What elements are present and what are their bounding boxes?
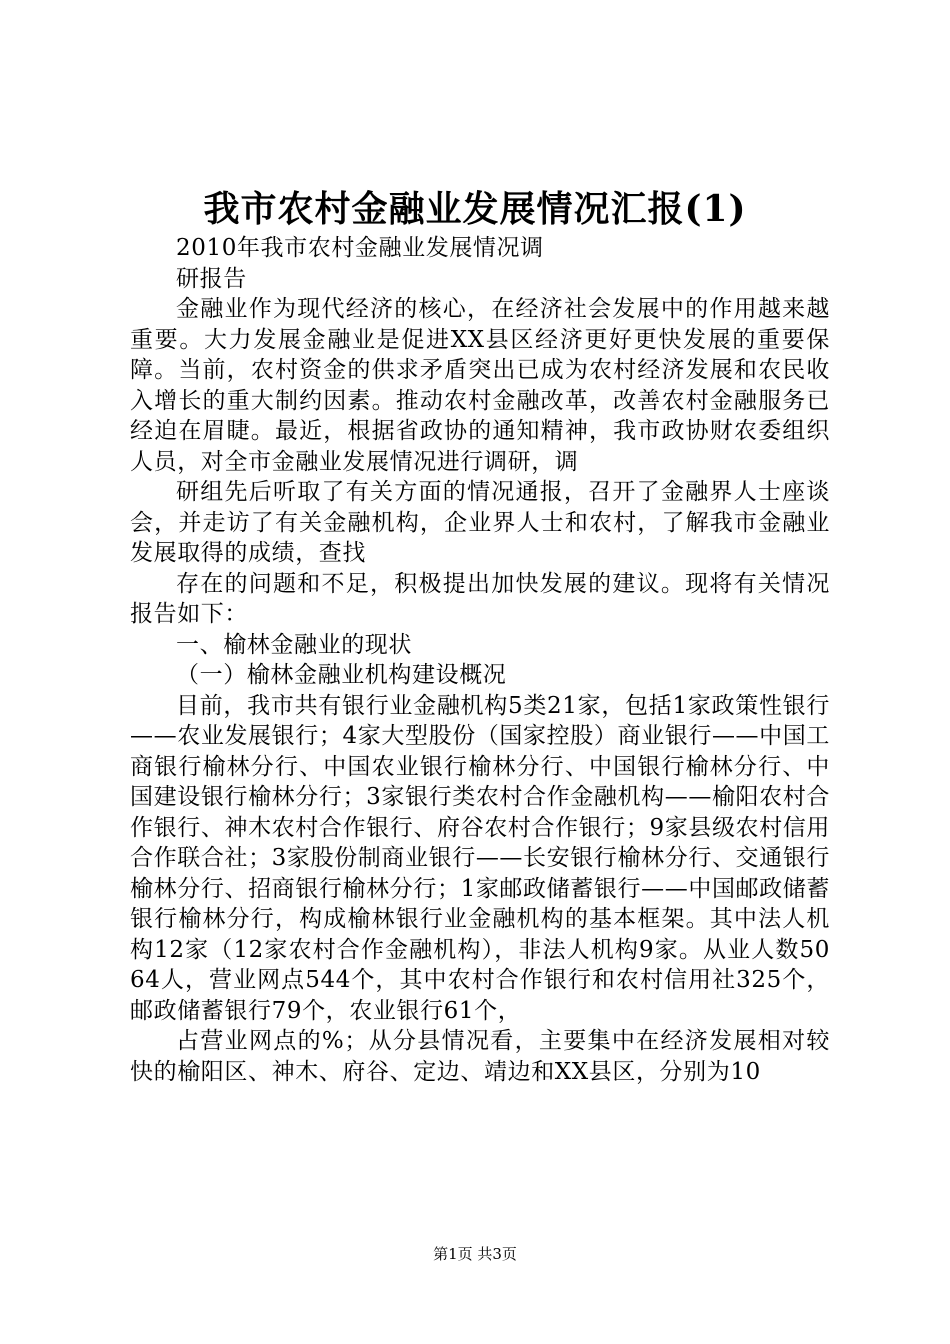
paragraph-subtitle-line2: 研报告 bbox=[176, 265, 247, 292]
paragraph-outlets: 占营业网点的%；从分县情况看，主要集中在经济发展相对较快的榆阳区、神木、府谷、定边、靖边和XX县区，分别为10 bbox=[130, 1028, 830, 1085]
section-heading-1: 一、榆林金融业的现状 bbox=[176, 631, 412, 658]
paragraph-institutions: 目前，我市共有银行业金融机构5类21家，包括1家政策性银行——农业发展银行；4家大型股份（国家控股）商业银行——中国工商银行榆林分行、中国农业银行榆林分行、中国银行榆林分行、中国建设银行榆林分行；3家银行类农村合作金融机构——榆阳农村合作银行、神木农村合作银行、府谷农村合作银行；9家县级农村信用合作联合社；3家股份制商业银行——长安银行榆林分行、交通银行榆林分行、招商银行榆林分行；1家邮政储蓄银行——中国邮政储蓄银行榆林分行，构成榆林银行业金融机构的基本框架。其中法人机构12家（12家农村合作金融机构），非法人机构9家。从业人数5064人，营业网点544个，其中农村合作银行和农村信用社325个，邮政储蓄银行79个，农业银行61个， bbox=[130, 692, 830, 1024]
document-title: 我市农村金融业发展情况汇报(1) bbox=[203, 188, 747, 230]
paragraph-subtitle-line1: 2010年我市农村金融业发展情况调 bbox=[176, 235, 544, 261]
page-footer: 第1页 共3页 bbox=[433, 1245, 517, 1263]
paragraph-problems: 存在的问题和不足，积极提出加快发展的建议。现将有关情况报告如下： bbox=[130, 570, 830, 627]
document-body bbox=[130, 233, 830, 1087]
subsection-heading-1: （一）榆林金融业机构建设概况 bbox=[176, 662, 507, 688]
paragraph-intro: 金融业作为现代经济的核心，在经济社会发展中的作用越来越重要。大力发展金融业是促进XX县区经济更好更快发展的重要保障。当前，农村资金的供求矛盾突出已成为农村经济发展和农民收入增长的重大制约因素。推动农村金融改革，改善农村金融服务已经迫在眉睫。最近，根据省政协的通知精神，我市政协财农委组织人员，对全市金融业发展情况进行调研，调 bbox=[130, 296, 830, 475]
paragraph-research: 研组先后听取了有关方面的情况通报，召开了金融界人士座谈会，并走访了有关金融机构，企业界人士和农村，了解我市金融业发展取得的成绩，查找 bbox=[130, 479, 830, 566]
